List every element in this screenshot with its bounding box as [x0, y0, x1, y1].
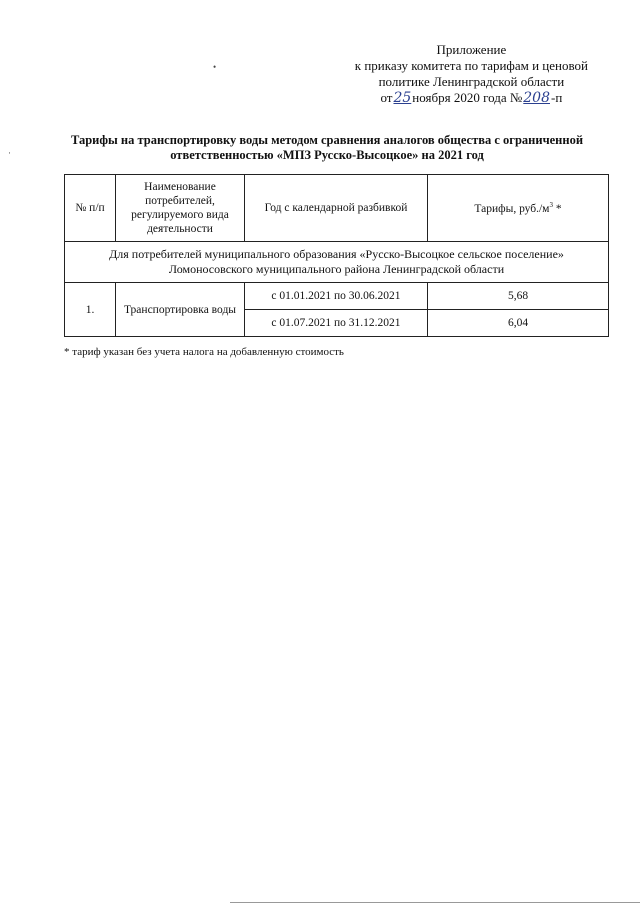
title-line-1: Тарифы на транспортировку воды методом сравнения аналогов общества с ограниченной: [70, 133, 584, 147]
row-num: 1.: [65, 283, 116, 337]
appendix-order-line: к приказу комитета по тарифам и ценовой: [354, 58, 588, 73]
scan-edge-line: [230, 902, 640, 903]
date-prefix: от: [380, 90, 393, 105]
row-name: Транспортировка воды: [116, 283, 245, 337]
table-row: [65, 283, 609, 310]
tariffs-table: [64, 174, 609, 337]
handwritten-order-number: 208: [523, 90, 550, 106]
date-month-year: ноября 2020 года №: [412, 90, 523, 105]
group-line-1: Для потребителей муниципального образования «Русско-Высоцкое сельское поселение»: [109, 247, 564, 261]
header-num: № п/п: [65, 175, 116, 242]
appendix-committee-line: политике Ленинградской области: [378, 74, 565, 89]
scan-speck: •: [213, 62, 217, 72]
row-period-1: с 01.01.2021 по 30.06.2021: [245, 283, 428, 310]
header-tariff: [428, 175, 609, 242]
order-suffix: -п: [551, 90, 563, 105]
document-title: [62, 133, 592, 163]
handwritten-day: 25: [393, 90, 412, 106]
header-name: Наименование потребителей, регулируемого вида деятельности: [116, 175, 245, 242]
appendix-title: Приложение: [436, 42, 507, 57]
header-tariff-text: Тарифы, руб./м: [474, 202, 550, 215]
group-line-2: Ломоносовского муниципального района Ленинградской области: [168, 262, 505, 276]
group-cell: [65, 242, 609, 283]
table-group-row: [65, 242, 609, 283]
table-header-row: [65, 175, 609, 242]
appendix-date-line: [355, 90, 588, 106]
row-tariff-1: 5,68: [428, 283, 609, 310]
header-tariff-mark: *: [552, 202, 562, 215]
scan-speck: ·: [8, 148, 11, 158]
appendix-block: [355, 42, 588, 106]
row-period-2: с 01.07.2021 по 31.12.2021: [245, 310, 428, 337]
header-tariff-sup: 3: [549, 201, 553, 210]
footnote: * тариф указан без учета налога на добавленную стоимость: [64, 346, 344, 358]
row-tariff-2: 6,04: [428, 310, 609, 337]
title-line-2: ответственностью «МПЗ Русско-Высоцкое» на 2021 год: [170, 148, 484, 162]
header-period: Год с календарной разбивкой: [245, 175, 428, 242]
